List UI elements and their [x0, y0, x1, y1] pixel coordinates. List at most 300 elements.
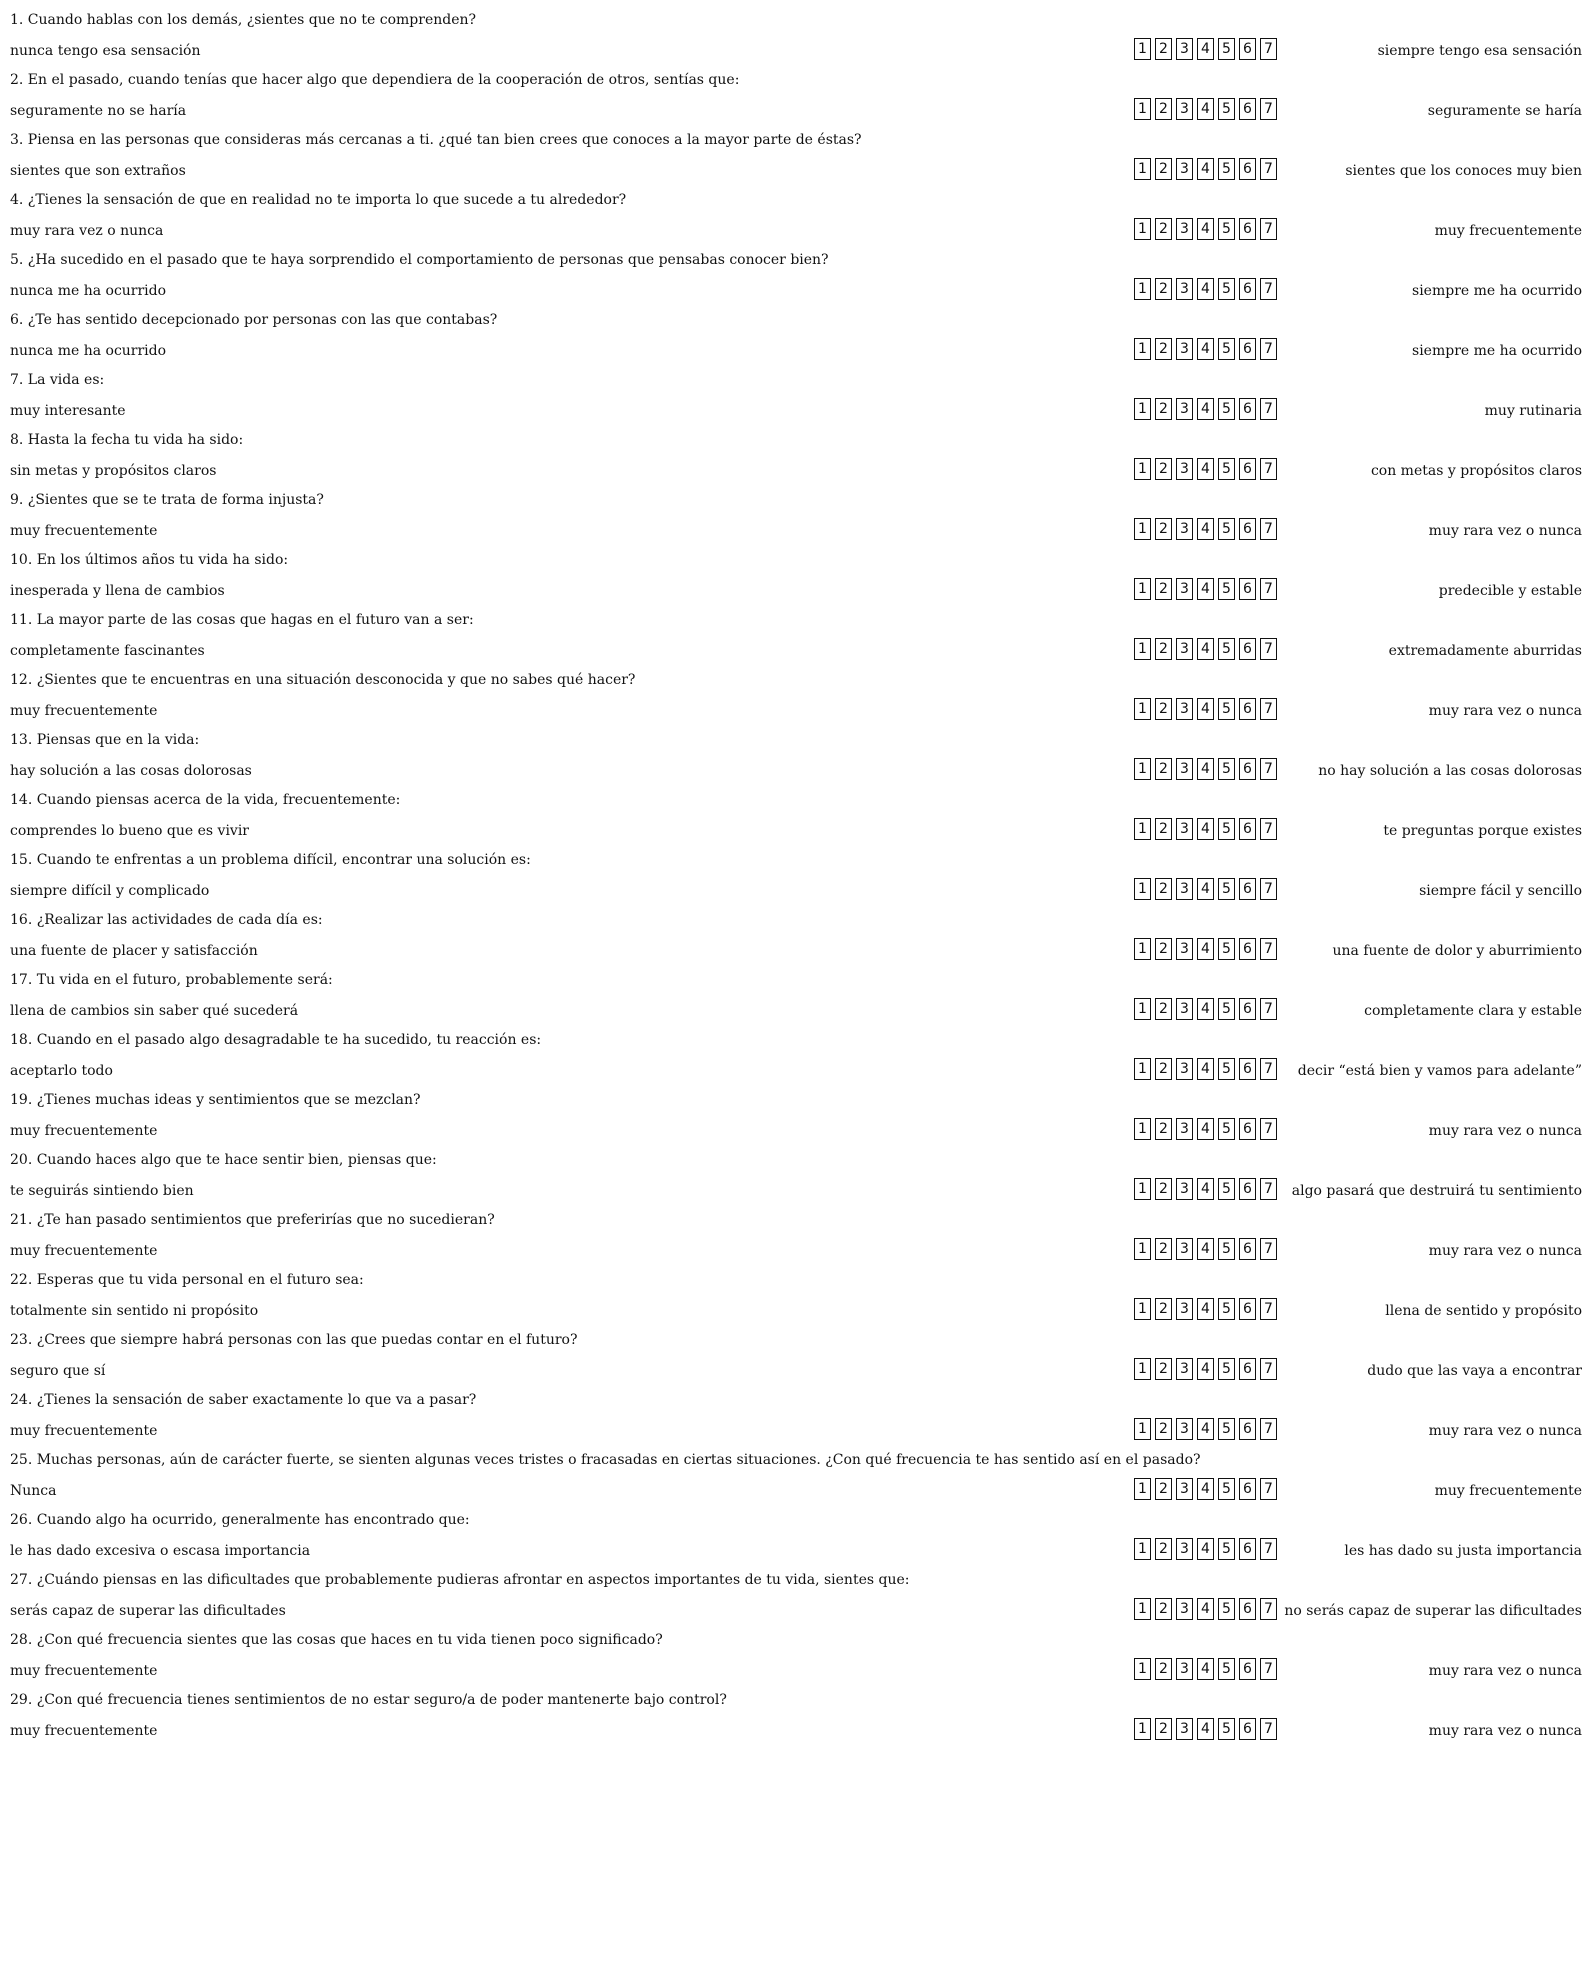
- question-item: [10, 1388, 1582, 1448]
- question-text: 12. ¿Sientes que te encuentras en una situación desconocida y que no sabes qué hacer?: [10, 672, 636, 688]
- question-text: 15. Cuando te enfrentas a un problema difícil, encontrar una solución es:: [10, 852, 531, 868]
- scale-left-anchor: serás capaz de superar las dificultades: [10, 1603, 286, 1619]
- rating-option-7[interactable]: 7: [1260, 878, 1277, 900]
- rating-option-3[interactable]: 3: [1176, 1718, 1193, 1740]
- rating-option-1[interactable]: 1: [1134, 98, 1151, 120]
- rating-option-1[interactable]: 1: [1134, 1658, 1151, 1680]
- rating-option-6[interactable]: 6: [1239, 1598, 1256, 1620]
- rating-option-1[interactable]: 1: [1134, 458, 1151, 480]
- answer-row: [10, 1656, 1582, 1684]
- rating-option-6[interactable]: 6: [1239, 1178, 1256, 1200]
- question-item: [10, 488, 1582, 548]
- rating-option-7[interactable]: 7: [1260, 38, 1277, 60]
- rating-option-6[interactable]: 6: [1239, 218, 1256, 240]
- question-item: [10, 1688, 1582, 1748]
- rating-option-4[interactable]: 4: [1197, 1658, 1214, 1680]
- rating-option-1[interactable]: 1: [1134, 338, 1151, 360]
- scale-left-anchor: seguro que sí: [10, 1363, 106, 1379]
- rating-option-3[interactable]: 3: [1176, 1238, 1193, 1260]
- rating-option-7[interactable]: 7: [1260, 338, 1277, 360]
- question-item: [10, 188, 1582, 248]
- rating-option-5[interactable]: 5: [1218, 1658, 1235, 1680]
- rating-option-5[interactable]: 5: [1218, 158, 1235, 180]
- rating-option-5[interactable]: 5: [1218, 398, 1235, 420]
- answer-row: [10, 1176, 1582, 1204]
- rating-option-7[interactable]: 7: [1260, 818, 1277, 840]
- question-item: [10, 68, 1582, 128]
- question-text: 19. ¿Tienes muchas ideas y sentimientos que se mezclan?: [10, 1092, 421, 1108]
- scale-left-anchor: seguramente no se haría: [10, 103, 187, 119]
- rating-option-4[interactable]: 4: [1197, 98, 1214, 120]
- rating-option-4[interactable]: 4: [1197, 1118, 1214, 1140]
- question-text: 4. ¿Tienes la sensación de que en realidad no te importa lo que sucede a tu alrededor?: [10, 192, 627, 208]
- rating-option-2[interactable]: 2: [1155, 1358, 1172, 1380]
- rating-option-3[interactable]: 3: [1176, 1418, 1193, 1440]
- rating-option-2[interactable]: 2: [1155, 698, 1172, 720]
- scale-left-anchor: nunca tengo esa sensación: [10, 43, 201, 59]
- rating-option-6[interactable]: 6: [1239, 38, 1256, 60]
- rating-option-7[interactable]: 7: [1260, 1418, 1277, 1440]
- rating-option-6[interactable]: 6: [1239, 278, 1256, 300]
- rating-option-5[interactable]: 5: [1218, 1718, 1235, 1740]
- rating-option-5[interactable]: 5: [1218, 1418, 1235, 1440]
- rating-scale: [1134, 458, 1281, 482]
- rating-option-2[interactable]: 2: [1155, 938, 1172, 960]
- question-text: 2. En el pasado, cuando tenías que hacer algo que dependiera de la cooperación de otros, sentías que:: [10, 72, 740, 88]
- rating-option-1[interactable]: 1: [1134, 1538, 1151, 1560]
- rating-option-4[interactable]: 4: [1197, 278, 1214, 300]
- rating-option-6[interactable]: 6: [1239, 1238, 1256, 1260]
- rating-option-2[interactable]: 2: [1155, 998, 1172, 1020]
- rating-option-3[interactable]: 3: [1176, 518, 1193, 540]
- scale-left-anchor: muy rara vez o nunca: [10, 223, 164, 239]
- rating-option-5[interactable]: 5: [1218, 458, 1235, 480]
- rating-option-5[interactable]: 5: [1218, 98, 1235, 120]
- rating-option-1[interactable]: 1: [1134, 518, 1151, 540]
- rating-option-4[interactable]: 4: [1197, 1478, 1214, 1500]
- rating-option-3[interactable]: 3: [1176, 398, 1193, 420]
- scale-left-anchor: muy frecuentemente: [10, 1663, 158, 1679]
- rating-option-4[interactable]: 4: [1197, 638, 1214, 660]
- question-text: 14. Cuando piensas acerca de la vida, frecuentemente:: [10, 792, 401, 808]
- rating-option-2[interactable]: 2: [1155, 578, 1172, 600]
- rating-option-3[interactable]: 3: [1176, 578, 1193, 600]
- rating-option-5[interactable]: 5: [1218, 38, 1235, 60]
- rating-option-5[interactable]: 5: [1218, 1358, 1235, 1380]
- answer-row: [10, 516, 1582, 544]
- rating-option-1[interactable]: 1: [1134, 38, 1151, 60]
- rating-scale: [1134, 1238, 1281, 1262]
- rating-option-5[interactable]: 5: [1218, 818, 1235, 840]
- rating-option-6[interactable]: 6: [1239, 998, 1256, 1020]
- rating-option-7[interactable]: 7: [1260, 1718, 1277, 1740]
- answer-row: [10, 756, 1582, 784]
- rating-option-2[interactable]: 2: [1155, 38, 1172, 60]
- rating-option-2[interactable]: 2: [1155, 1118, 1172, 1140]
- rating-option-1[interactable]: 1: [1134, 638, 1151, 660]
- rating-scale: [1134, 578, 1281, 602]
- rating-option-4[interactable]: 4: [1197, 578, 1214, 600]
- rating-scale: [1134, 1658, 1281, 1682]
- rating-option-2[interactable]: 2: [1155, 458, 1172, 480]
- answer-row: [10, 876, 1582, 904]
- rating-option-7[interactable]: 7: [1260, 1118, 1277, 1140]
- rating-option-3[interactable]: 3: [1176, 698, 1193, 720]
- rating-option-6[interactable]: 6: [1239, 758, 1256, 780]
- rating-option-4[interactable]: 4: [1197, 158, 1214, 180]
- rating-option-4[interactable]: 4: [1197, 398, 1214, 420]
- rating-option-1[interactable]: 1: [1134, 1238, 1151, 1260]
- rating-option-2[interactable]: 2: [1155, 338, 1172, 360]
- rating-option-7[interactable]: 7: [1260, 638, 1277, 660]
- rating-scale: [1134, 818, 1281, 842]
- question-item: [10, 728, 1582, 788]
- rating-option-6[interactable]: 6: [1239, 1478, 1256, 1500]
- rating-option-1[interactable]: 1: [1134, 818, 1151, 840]
- rating-option-7[interactable]: 7: [1260, 1658, 1277, 1680]
- rating-option-3[interactable]: 3: [1176, 638, 1193, 660]
- rating-scale: [1134, 1178, 1281, 1202]
- rating-option-1[interactable]: 1: [1134, 1418, 1151, 1440]
- rating-option-1[interactable]: 1: [1134, 698, 1151, 720]
- scale-right-anchor: muy frecuentemente: [1434, 223, 1582, 239]
- rating-option-3[interactable]: 3: [1176, 818, 1193, 840]
- rating-scale: [1134, 1418, 1281, 1442]
- rating-option-6[interactable]: 6: [1239, 1418, 1256, 1440]
- scale-left-anchor: siempre difícil y complicado: [10, 883, 210, 899]
- rating-option-2[interactable]: 2: [1155, 638, 1172, 660]
- answer-row: [10, 36, 1582, 64]
- answer-row: [10, 1476, 1582, 1504]
- rating-option-7[interactable]: 7: [1260, 938, 1277, 960]
- rating-option-7[interactable]: 7: [1260, 1298, 1277, 1320]
- question-item: [10, 1628, 1582, 1688]
- rating-option-4[interactable]: 4: [1197, 758, 1214, 780]
- rating-option-3[interactable]: 3: [1176, 338, 1193, 360]
- question-item: [10, 248, 1582, 308]
- scale-left-anchor: sin metas y propósitos claros: [10, 463, 217, 479]
- rating-option-3[interactable]: 3: [1176, 1478, 1193, 1500]
- rating-option-5[interactable]: 5: [1218, 1598, 1235, 1620]
- question-text: 29. ¿Con qué frecuencia tienes sentimientos de no estar seguro/a de poder mantenerte bajo control?: [10, 1692, 727, 1708]
- scale-right-anchor: seguramente se haría: [1427, 103, 1582, 119]
- question-text: 10. En los últimos años tu vida ha sido:: [10, 552, 289, 568]
- rating-option-6[interactable]: 6: [1239, 1358, 1256, 1380]
- scale-left-anchor: comprendes lo bueno que es vivir: [10, 823, 249, 839]
- rating-option-2[interactable]: 2: [1155, 1298, 1172, 1320]
- rating-option-5[interactable]: 5: [1218, 338, 1235, 360]
- rating-option-1[interactable]: 1: [1134, 938, 1151, 960]
- rating-option-7[interactable]: 7: [1260, 1598, 1277, 1620]
- question-item: [10, 788, 1582, 848]
- rating-option-4[interactable]: 4: [1197, 518, 1214, 540]
- rating-option-2[interactable]: 2: [1155, 398, 1172, 420]
- rating-option-2[interactable]: 2: [1155, 758, 1172, 780]
- question-text: 27. ¿Cuándo piensas en las dificultades que probablemente pudieras afrontar en aspectos importantes de tu vida, sientes que:: [10, 1572, 910, 1588]
- scale-right-anchor: te preguntas porque existes: [1383, 823, 1582, 839]
- answer-row: [10, 456, 1582, 484]
- rating-option-2[interactable]: 2: [1155, 518, 1172, 540]
- rating-option-5[interactable]: 5: [1218, 1478, 1235, 1500]
- rating-option-4[interactable]: 4: [1197, 1238, 1214, 1260]
- scale-left-anchor: nunca me ha ocurrido: [10, 343, 167, 359]
- rating-option-4[interactable]: 4: [1197, 458, 1214, 480]
- rating-option-1[interactable]: 1: [1134, 998, 1151, 1020]
- rating-option-7[interactable]: 7: [1260, 1178, 1277, 1200]
- scale-right-anchor: muy rara vez o nunca: [1428, 1663, 1582, 1679]
- rating-option-3[interactable]: 3: [1176, 1298, 1193, 1320]
- question-item: [10, 128, 1582, 188]
- rating-option-5[interactable]: 5: [1218, 1238, 1235, 1260]
- rating-option-7[interactable]: 7: [1260, 998, 1277, 1020]
- rating-option-1[interactable]: 1: [1134, 1718, 1151, 1740]
- rating-option-4[interactable]: 4: [1197, 1598, 1214, 1620]
- rating-option-1[interactable]: 1: [1134, 1118, 1151, 1140]
- rating-option-3[interactable]: 3: [1176, 278, 1193, 300]
- rating-option-5[interactable]: 5: [1218, 1058, 1235, 1080]
- rating-option-7[interactable]: 7: [1260, 1478, 1277, 1500]
- scale-right-anchor: dudo que las vaya a encontrar: [1367, 1363, 1582, 1379]
- rating-option-4[interactable]: 4: [1197, 1298, 1214, 1320]
- question-text: 28. ¿Con qué frecuencia sientes que las cosas que haces en tu vida tienen poco significado?: [10, 1632, 663, 1648]
- rating-option-7[interactable]: 7: [1260, 518, 1277, 540]
- rating-option-6[interactable]: 6: [1239, 1298, 1256, 1320]
- answer-row: [10, 276, 1582, 304]
- rating-option-2[interactable]: 2: [1155, 158, 1172, 180]
- rating-option-6[interactable]: 6: [1239, 1538, 1256, 1560]
- rating-option-6[interactable]: 6: [1239, 938, 1256, 960]
- question-text: 1. Cuando hablas con los demás, ¿sientes que no te comprenden?: [10, 12, 477, 28]
- rating-scale: [1134, 158, 1281, 182]
- rating-option-1[interactable]: 1: [1134, 578, 1151, 600]
- rating-option-3[interactable]: 3: [1176, 1178, 1193, 1200]
- rating-option-1[interactable]: 1: [1134, 218, 1151, 240]
- rating-option-4[interactable]: 4: [1197, 1058, 1214, 1080]
- rating-option-6[interactable]: 6: [1239, 818, 1256, 840]
- rating-option-1[interactable]: 1: [1134, 158, 1151, 180]
- rating-option-4[interactable]: 4: [1197, 818, 1214, 840]
- rating-option-3[interactable]: 3: [1176, 758, 1193, 780]
- rating-option-2[interactable]: 2: [1155, 98, 1172, 120]
- rating-option-5[interactable]: 5: [1218, 698, 1235, 720]
- question-item: [10, 368, 1582, 428]
- rating-option-1[interactable]: 1: [1134, 1478, 1151, 1500]
- rating-option-7[interactable]: 7: [1260, 218, 1277, 240]
- rating-option-4[interactable]: 4: [1197, 938, 1214, 960]
- rating-option-6[interactable]: 6: [1239, 158, 1256, 180]
- rating-option-5[interactable]: 5: [1218, 1538, 1235, 1560]
- answer-row: [10, 816, 1582, 844]
- rating-option-6[interactable]: 6: [1239, 638, 1256, 660]
- scale-left-anchor: te seguirás sintiendo bien: [10, 1183, 194, 1199]
- question-text: 5. ¿Ha sucedido en el pasado que te haya sorprendido el comportamiento de personas que pensabas conocer bien?: [10, 252, 829, 268]
- scale-left-anchor: muy frecuentemente: [10, 703, 158, 719]
- rating-option-2[interactable]: 2: [1155, 878, 1172, 900]
- rating-option-5[interactable]: 5: [1218, 878, 1235, 900]
- scale-left-anchor: muy frecuentemente: [10, 1123, 158, 1139]
- question-text: 22. Esperas que tu vida personal en el futuro sea:: [10, 1272, 364, 1288]
- question-text: 11. La mayor parte de las cosas que hagas en el futuro van a ser:: [10, 612, 474, 628]
- question-text: 24. ¿Tienes la sensación de saber exactamente lo que va a pasar?: [10, 1392, 477, 1408]
- scale-right-anchor: muy rara vez o nunca: [1428, 1123, 1582, 1139]
- questionnaire: [10, 8, 1582, 1748]
- rating-option-6[interactable]: 6: [1239, 1058, 1256, 1080]
- rating-option-6[interactable]: 6: [1239, 878, 1256, 900]
- rating-option-7[interactable]: 7: [1260, 698, 1277, 720]
- question-item: [10, 968, 1582, 1028]
- rating-option-3[interactable]: 3: [1176, 1058, 1193, 1080]
- rating-option-3[interactable]: 3: [1176, 998, 1193, 1020]
- rating-option-3[interactable]: 3: [1176, 1658, 1193, 1680]
- rating-option-5[interactable]: 5: [1218, 578, 1235, 600]
- answer-row: [10, 1116, 1582, 1144]
- rating-scale: [1134, 1358, 1281, 1382]
- scale-right-anchor: siempre tengo esa sensación: [1377, 43, 1582, 59]
- scale-right-anchor: siempre me ha ocurrido: [1412, 343, 1582, 359]
- rating-option-2[interactable]: 2: [1155, 1178, 1172, 1200]
- rating-option-4[interactable]: 4: [1197, 1178, 1214, 1200]
- rating-option-3[interactable]: 3: [1176, 1538, 1193, 1560]
- rating-option-7[interactable]: 7: [1260, 578, 1277, 600]
- scale-left-anchor: Nunca: [10, 1483, 57, 1499]
- question-item: [10, 908, 1582, 968]
- rating-option-7[interactable]: 7: [1260, 1358, 1277, 1380]
- scale-left-anchor: totalmente sin sentido ni propósito: [10, 1303, 259, 1319]
- scale-right-anchor: llena de sentido y propósito: [1385, 1303, 1582, 1319]
- rating-option-1[interactable]: 1: [1134, 398, 1151, 420]
- rating-option-5[interactable]: 5: [1218, 518, 1235, 540]
- rating-option-5[interactable]: 5: [1218, 218, 1235, 240]
- rating-scale: [1134, 1298, 1281, 1322]
- rating-option-2[interactable]: 2: [1155, 1718, 1172, 1740]
- rating-option-6[interactable]: 6: [1239, 398, 1256, 420]
- rating-option-3[interactable]: 3: [1176, 458, 1193, 480]
- rating-option-3[interactable]: 3: [1176, 218, 1193, 240]
- rating-option-1[interactable]: 1: [1134, 878, 1151, 900]
- rating-option-2[interactable]: 2: [1155, 1478, 1172, 1500]
- answer-row: [10, 1416, 1582, 1444]
- rating-option-3[interactable]: 3: [1176, 1358, 1193, 1380]
- scale-right-anchor: no hay solución a las cosas dolorosas: [1318, 763, 1582, 779]
- rating-option-6[interactable]: 6: [1239, 698, 1256, 720]
- rating-option-4[interactable]: 4: [1197, 38, 1214, 60]
- rating-option-4[interactable]: 4: [1197, 1718, 1214, 1740]
- rating-option-1[interactable]: 1: [1134, 278, 1151, 300]
- rating-option-3[interactable]: 3: [1176, 938, 1193, 960]
- rating-option-2[interactable]: 2: [1155, 1418, 1172, 1440]
- scale-right-anchor: muy rutinaria: [1484, 403, 1582, 419]
- rating-option-5[interactable]: 5: [1218, 1178, 1235, 1200]
- answer-row: [10, 96, 1582, 124]
- rating-scale: [1134, 98, 1281, 122]
- rating-option-6[interactable]: 6: [1239, 458, 1256, 480]
- rating-option-4[interactable]: 4: [1197, 1418, 1214, 1440]
- rating-option-5[interactable]: 5: [1218, 1118, 1235, 1140]
- question-text: 7. La vida es:: [10, 372, 105, 388]
- rating-option-3[interactable]: 3: [1176, 1118, 1193, 1140]
- rating-option-3[interactable]: 3: [1176, 98, 1193, 120]
- rating-option-7[interactable]: 7: [1260, 458, 1277, 480]
- rating-option-7[interactable]: 7: [1260, 1058, 1277, 1080]
- rating-option-7[interactable]: 7: [1260, 158, 1277, 180]
- scale-right-anchor: sientes que los conoces muy bien: [1345, 163, 1582, 179]
- rating-option-6[interactable]: 6: [1239, 98, 1256, 120]
- rating-option-3[interactable]: 3: [1176, 158, 1193, 180]
- rating-option-7[interactable]: 7: [1260, 1238, 1277, 1260]
- rating-option-2[interactable]: 2: [1155, 1538, 1172, 1560]
- rating-option-5[interactable]: 5: [1218, 1298, 1235, 1320]
- rating-option-1[interactable]: 1: [1134, 1298, 1151, 1320]
- rating-option-2[interactable]: 2: [1155, 278, 1172, 300]
- rating-option-1[interactable]: 1: [1134, 1058, 1151, 1080]
- rating-option-1[interactable]: 1: [1134, 1178, 1151, 1200]
- rating-option-2[interactable]: 2: [1155, 218, 1172, 240]
- rating-option-3[interactable]: 3: [1176, 1598, 1193, 1620]
- rating-option-7[interactable]: 7: [1260, 278, 1277, 300]
- rating-option-1[interactable]: 1: [1134, 758, 1151, 780]
- rating-option-7[interactable]: 7: [1260, 758, 1277, 780]
- rating-option-6[interactable]: 6: [1239, 1118, 1256, 1140]
- rating-option-3[interactable]: 3: [1176, 878, 1193, 900]
- rating-option-3[interactable]: 3: [1176, 38, 1193, 60]
- rating-option-2[interactable]: 2: [1155, 818, 1172, 840]
- rating-option-1[interactable]: 1: [1134, 1358, 1151, 1380]
- rating-option-6[interactable]: 6: [1239, 1658, 1256, 1680]
- question-text: 6. ¿Te has sentido decepcionado por personas con las que contabas?: [10, 312, 498, 328]
- rating-option-2[interactable]: 2: [1155, 1598, 1172, 1620]
- rating-option-2[interactable]: 2: [1155, 1238, 1172, 1260]
- rating-scale: [1134, 38, 1281, 62]
- rating-option-4[interactable]: 4: [1197, 1538, 1214, 1560]
- question-item: [10, 1028, 1582, 1088]
- rating-scale: [1134, 1058, 1281, 1082]
- rating-option-6[interactable]: 6: [1239, 518, 1256, 540]
- rating-option-1[interactable]: 1: [1134, 1598, 1151, 1620]
- rating-option-5[interactable]: 5: [1218, 998, 1235, 1020]
- question-text: 23. ¿Crees que siempre habrá personas con las que puedas contar en el futuro?: [10, 1332, 578, 1348]
- scale-left-anchor: hay solución a las cosas dolorosas: [10, 763, 252, 779]
- answer-row: [10, 1296, 1582, 1324]
- scale-left-anchor: una fuente de placer y satisfacción: [10, 943, 258, 959]
- rating-option-5[interactable]: 5: [1218, 638, 1235, 660]
- rating-scale: [1134, 638, 1281, 662]
- rating-option-4[interactable]: 4: [1197, 878, 1214, 900]
- rating-option-5[interactable]: 5: [1218, 758, 1235, 780]
- rating-option-2[interactable]: 2: [1155, 1658, 1172, 1680]
- rating-option-5[interactable]: 5: [1218, 938, 1235, 960]
- rating-option-4[interactable]: 4: [1197, 1358, 1214, 1380]
- scale-right-anchor: algo pasará que destruirá tu sentimiento: [1291, 1183, 1582, 1199]
- rating-scale: [1134, 1718, 1281, 1742]
- rating-option-4[interactable]: 4: [1197, 698, 1214, 720]
- scale-right-anchor: muy rara vez o nunca: [1428, 523, 1582, 539]
- rating-option-5[interactable]: 5: [1218, 278, 1235, 300]
- rating-option-4[interactable]: 4: [1197, 998, 1214, 1020]
- question-item: [10, 1508, 1582, 1568]
- rating-option-7[interactable]: 7: [1260, 1538, 1277, 1560]
- rating-option-4[interactable]: 4: [1197, 218, 1214, 240]
- rating-option-4[interactable]: 4: [1197, 338, 1214, 360]
- rating-option-2[interactable]: 2: [1155, 1058, 1172, 1080]
- rating-option-7[interactable]: 7: [1260, 98, 1277, 120]
- rating-option-6[interactable]: 6: [1239, 578, 1256, 600]
- answer-row: [10, 336, 1582, 364]
- rating-option-7[interactable]: 7: [1260, 398, 1277, 420]
- rating-option-6[interactable]: 6: [1239, 338, 1256, 360]
- rating-option-6[interactable]: 6: [1239, 1718, 1256, 1740]
- answer-row: [10, 996, 1582, 1024]
- question-item: [10, 1268, 1582, 1328]
